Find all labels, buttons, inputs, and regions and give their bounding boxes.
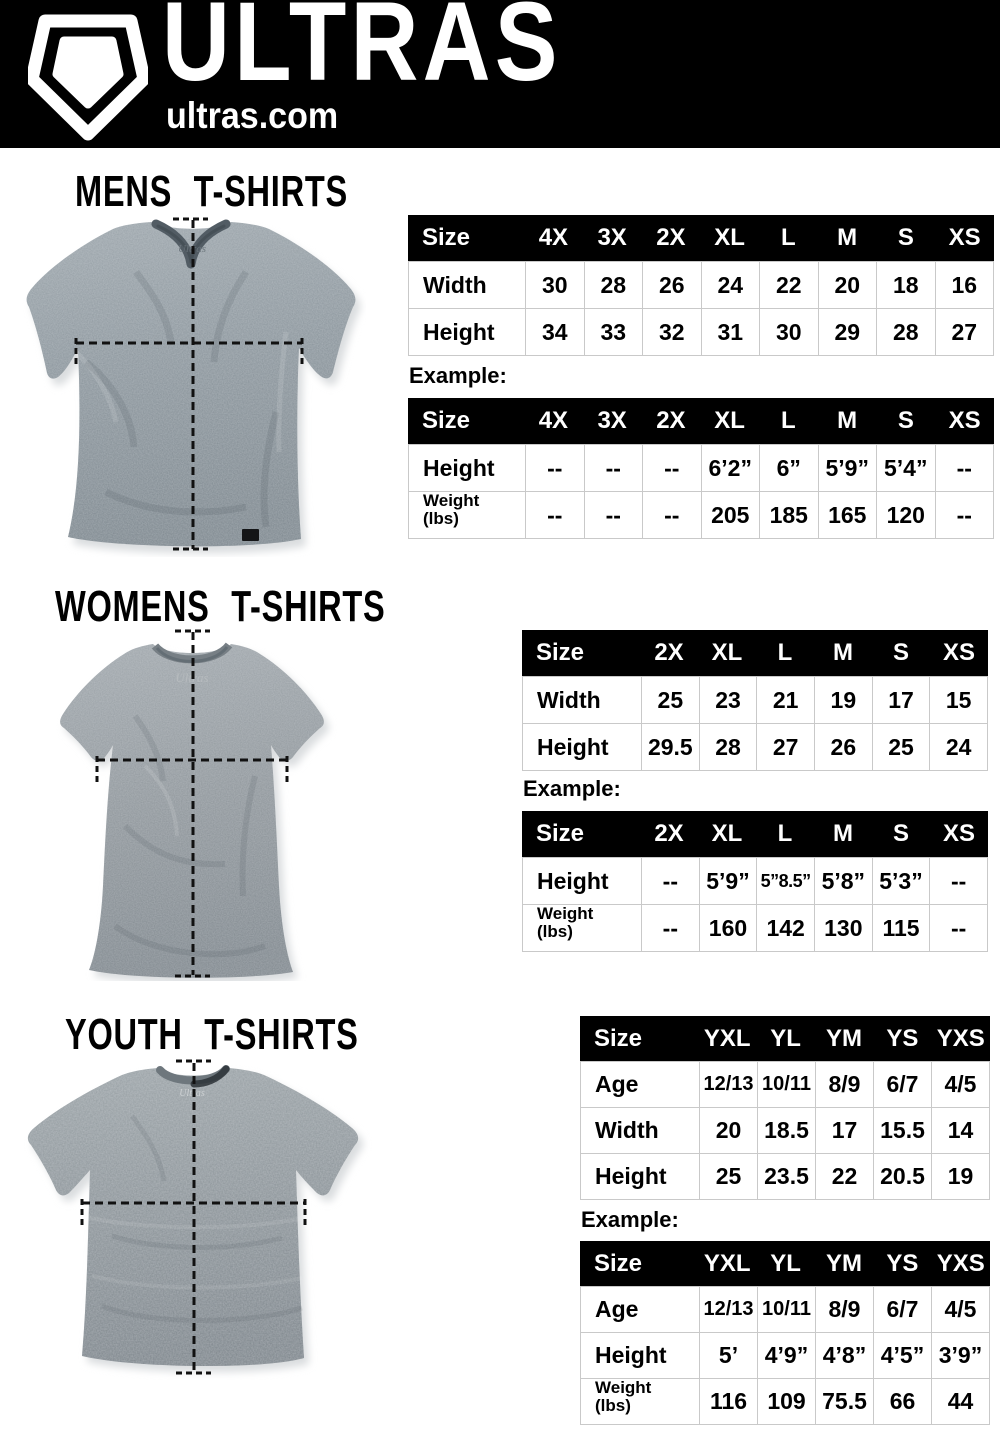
row-label: Weight (lbs) <box>537 905 594 942</box>
table-header-cell: XL <box>714 224 745 251</box>
table-cell: 116 <box>699 1379 757 1424</box>
table-cell: 185 <box>759 492 818 538</box>
table-header-size: Size <box>422 407 471 434</box>
table-header-cell: 4X <box>538 407 569 434</box>
table-cell: 30 <box>759 309 818 355</box>
collar-tag-text: Ultras <box>177 243 207 255</box>
table-header-cell: YXS <box>936 1249 985 1277</box>
table-header-cell: S <box>892 820 909 847</box>
youth-section-title: YOUTH T-SHIRTS <box>65 1010 359 1059</box>
mens-example-table <box>408 398 994 539</box>
mens-section-title: MENS T-SHIRTS <box>75 167 348 216</box>
table-cell: 30 <box>525 262 584 308</box>
table-cell: 6’2” <box>701 445 760 491</box>
table-header-cell: YS <box>886 1249 919 1277</box>
table-header-cell: XL <box>711 639 743 666</box>
table-header-cell: L <box>781 224 796 251</box>
table-header-cell: YXS <box>936 1024 985 1052</box>
table-header-cell: 2X <box>654 639 684 666</box>
table-cell: 130 <box>814 905 872 951</box>
table-cell: 28 <box>876 309 935 355</box>
table-header-cell: M <box>833 820 853 847</box>
table-cell: 25 <box>872 724 930 770</box>
row-label: Height <box>423 454 495 481</box>
table-header-cell: S <box>897 224 914 251</box>
table-cell: 19 <box>931 1154 989 1199</box>
table-row <box>523 904 987 951</box>
table-cell: 160 <box>699 905 757 951</box>
table-cell: 26 <box>642 262 701 308</box>
table-cell: 28 <box>584 262 643 308</box>
row-label: Width <box>423 271 487 298</box>
womens-tshirt-image <box>25 626 355 981</box>
table-cell: 15.5 <box>873 1108 931 1153</box>
table-header-size: Size <box>422 224 471 251</box>
table-cell: 10/11 <box>757 1287 815 1332</box>
row-label: Height <box>595 1342 667 1368</box>
brand-wordmark: ULTRAS <box>162 0 562 104</box>
table-cell: 8/9 <box>815 1287 873 1332</box>
table-cell: 4’9” <box>757 1333 815 1378</box>
table-header-cell: YS <box>886 1024 919 1052</box>
table-cell: 120 <box>876 492 935 538</box>
table-header-cell: YL <box>770 1249 801 1277</box>
table-cell: -- <box>584 445 643 491</box>
womens-section-title: WOMENS T-SHIRTS <box>55 582 386 631</box>
womens-example-table <box>522 811 988 952</box>
table-cell: -- <box>929 858 987 904</box>
row-label: Age <box>595 1071 639 1097</box>
table-cell: 34 <box>525 309 584 355</box>
table-cell: 4’8” <box>815 1333 873 1378</box>
table-row <box>581 1286 989 1332</box>
table-cell: 12/13 <box>699 1287 757 1332</box>
table-header-cell: 3X <box>597 407 627 434</box>
table-header-cell: M <box>837 407 858 434</box>
table-header-row <box>522 811 988 857</box>
table-cell: 4/5 <box>931 1062 989 1107</box>
table-row <box>523 857 987 904</box>
table-header-cell: YM <box>825 1024 862 1052</box>
row-label: Height <box>537 867 609 894</box>
table-cell: 27 <box>756 724 814 770</box>
table-cell: 20 <box>699 1108 757 1153</box>
table-cell: 205 <box>701 492 760 538</box>
table-cell: 20.5 <box>873 1154 931 1199</box>
table-cell: 14 <box>931 1108 989 1153</box>
table-cell: 3’9” <box>931 1333 989 1378</box>
womens-size-table <box>522 630 988 771</box>
youth-size-table <box>580 1016 990 1200</box>
table-cell: -- <box>929 905 987 951</box>
table-row <box>409 444 993 491</box>
table-cell: 29.5 <box>641 724 699 770</box>
table-row <box>581 1153 989 1199</box>
table-cell: 5’9” <box>699 858 757 904</box>
table-header-row <box>580 1241 990 1286</box>
row-label: Height <box>595 1163 667 1189</box>
table-row <box>523 723 987 770</box>
table-header-cell: 2X <box>654 820 684 847</box>
youth-tshirt-image <box>12 1056 372 1380</box>
table-header-cell: XL <box>711 820 743 847</box>
table-header-cell: XS <box>942 639 975 666</box>
table-cell: 17 <box>872 677 930 723</box>
table-cell: -- <box>935 445 994 491</box>
mens-tshirt-image <box>16 212 366 557</box>
table-cell: 29 <box>818 309 877 355</box>
table-cell: 20 <box>818 262 877 308</box>
table-header-size: Size <box>536 820 585 847</box>
site-url: ultras.com <box>166 95 339 136</box>
table-cell: 5”8.5” <box>756 858 814 904</box>
youth-example-label: Example: <box>581 1207 679 1232</box>
table-header-cell: XS <box>948 407 981 434</box>
table-cell: 75.5 <box>815 1379 873 1424</box>
table-cell: -- <box>525 492 584 538</box>
table-cell: 115 <box>872 905 930 951</box>
table-row <box>581 1332 989 1378</box>
table-cell: -- <box>584 492 643 538</box>
collar-tag-text: Ultras <box>179 1088 205 1099</box>
table-header-cell: L <box>777 639 793 666</box>
table-header-cell: 3X <box>597 224 627 251</box>
table-cell: 5’ <box>699 1333 757 1378</box>
table-cell: 6/7 <box>873 1287 931 1332</box>
table-row <box>523 676 987 723</box>
table-header-cell: S <box>892 639 909 666</box>
table-cell: 23.5 <box>757 1154 815 1199</box>
table-cell: 5’4” <box>876 445 935 491</box>
table-cell: 21 <box>756 677 814 723</box>
table-cell: 18.5 <box>757 1108 815 1153</box>
row-label: Weight (lbs) <box>423 492 480 529</box>
table-header-cell: 4X <box>538 224 569 251</box>
table-cell: 109 <box>757 1379 815 1424</box>
table-cell: -- <box>641 858 699 904</box>
table-header-cell: YXL <box>703 1024 751 1052</box>
table-cell: 17 <box>815 1108 873 1153</box>
table-cell: 25 <box>699 1154 757 1199</box>
table-header-cell: XS <box>948 224 981 251</box>
table-cell: 66 <box>873 1379 931 1424</box>
table-cell: -- <box>935 492 994 538</box>
table-cell: 6” <box>759 445 818 491</box>
table-header-row <box>522 630 988 676</box>
collar-tag-text: Ultras <box>175 670 209 685</box>
table-row <box>409 491 993 538</box>
table-header-size: Size <box>594 1249 643 1277</box>
table-cell: 19 <box>814 677 872 723</box>
table-row <box>581 1061 989 1107</box>
row-label: Age <box>595 1296 639 1322</box>
table-cell: 5’9” <box>818 445 877 491</box>
table-row <box>581 1107 989 1153</box>
table-row <box>581 1378 989 1424</box>
row-label: Width <box>595 1117 659 1143</box>
table-cell: -- <box>642 492 701 538</box>
table-header-cell: YM <box>825 1249 862 1277</box>
table-header-size: Size <box>536 639 585 666</box>
table-header-cell: S <box>897 407 914 434</box>
row-label: Weight (lbs) <box>595 1379 652 1416</box>
table-header-cell: L <box>781 407 796 434</box>
header-bar <box>0 0 1000 148</box>
table-header-size: Size <box>594 1024 643 1052</box>
table-header-cell: 2X <box>656 224 686 251</box>
table-cell: 10/11 <box>757 1062 815 1107</box>
womens-example-label: Example: <box>523 776 621 801</box>
table-cell: 32 <box>642 309 701 355</box>
table-cell: 22 <box>759 262 818 308</box>
table-header-cell: XL <box>714 407 745 434</box>
table-cell: 25 <box>641 677 699 723</box>
table-row <box>409 308 993 355</box>
table-cell: 5’8” <box>814 858 872 904</box>
table-cell: -- <box>642 445 701 491</box>
table-cell: 27 <box>935 309 994 355</box>
table-cell: 33 <box>584 309 643 355</box>
table-cell: 23 <box>699 677 757 723</box>
table-cell: 4/5 <box>931 1287 989 1332</box>
table-header-row <box>580 1016 990 1061</box>
row-label: Width <box>537 686 601 713</box>
table-cell: 15 <box>929 677 987 723</box>
table-header-row <box>408 398 994 444</box>
table-cell: 6/7 <box>873 1062 931 1107</box>
table-cell: 5’3” <box>872 858 930 904</box>
table-header-cell: M <box>833 639 853 666</box>
table-header-cell: L <box>777 820 793 847</box>
row-label: Height <box>423 318 495 345</box>
table-header-cell: YXL <box>703 1249 751 1277</box>
table-cell: 22 <box>815 1154 873 1199</box>
table-cell: 24 <box>929 724 987 770</box>
table-cell: 12/13 <box>699 1062 757 1107</box>
table-cell: -- <box>525 445 584 491</box>
table-row <box>409 261 993 308</box>
row-label: Height <box>537 733 609 760</box>
table-header-cell: 2X <box>656 407 686 434</box>
ultras-pentagon-crest-icon <box>28 6 148 142</box>
table-header-cell: XS <box>942 820 975 847</box>
table-cell: -- <box>641 905 699 951</box>
table-header-cell: M <box>837 224 858 251</box>
table-cell: 28 <box>699 724 757 770</box>
table-cell: 24 <box>701 262 760 308</box>
youth-example-table <box>580 1241 990 1425</box>
table-cell: 142 <box>756 905 814 951</box>
table-cell: 26 <box>814 724 872 770</box>
table-header-row <box>408 215 994 261</box>
mens-size-table <box>408 215 994 356</box>
table-cell: 165 <box>818 492 877 538</box>
table-cell: 4’5” <box>873 1333 931 1378</box>
table-header-cell: YL <box>770 1024 801 1052</box>
hem-label-tag <box>242 529 259 541</box>
mens-example-label: Example: <box>409 363 507 388</box>
table-cell: 8/9 <box>815 1062 873 1107</box>
table-cell: 31 <box>701 309 760 355</box>
table-cell: 18 <box>876 262 935 308</box>
table-cell: 16 <box>935 262 994 308</box>
table-cell: 44 <box>931 1379 989 1424</box>
